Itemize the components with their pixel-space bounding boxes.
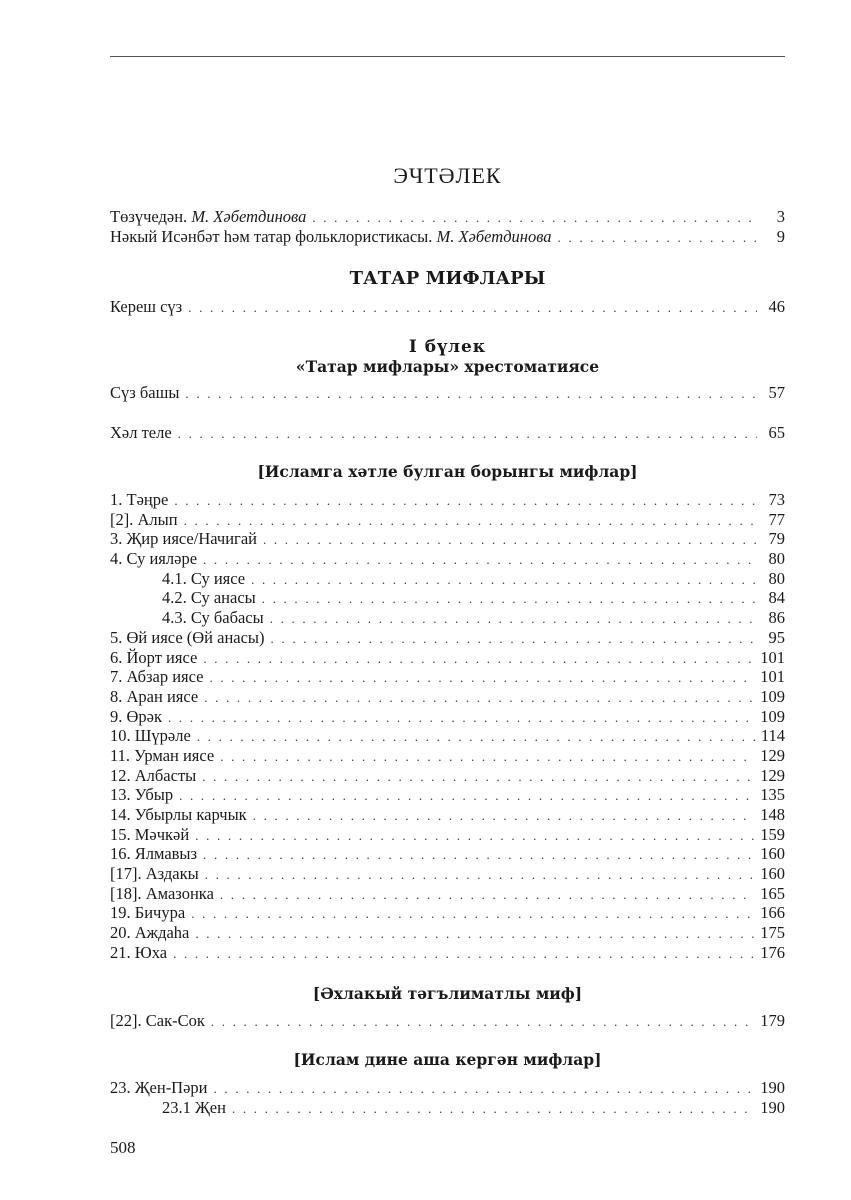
entry-title: 4.2. Су анасы <box>162 588 256 608</box>
entry-title: 4.1. Су иясе <box>162 568 246 588</box>
leader-dots <box>195 826 754 846</box>
toc-entry[interactable] <box>110 383 785 403</box>
entry-title: 15. Мәчкәй <box>110 824 190 844</box>
section-title: ТАТАР МИФЛАРЫ <box>349 268 546 289</box>
toc-entry[interactable] <box>110 207 785 227</box>
leader-dots <box>209 668 754 688</box>
entry-title: 12. Албасты <box>110 765 197 785</box>
entry-title: 7. Абзар иясе <box>110 667 204 687</box>
toc-entry[interactable] <box>110 667 785 687</box>
entry-page: 80 <box>768 549 785 569</box>
entry-page: 109 <box>760 686 785 706</box>
leader-dots <box>188 298 757 318</box>
entry-title: 14. Убырлы карчык <box>110 805 247 824</box>
group2-list <box>110 1011 785 1031</box>
entry-title: [17]. Аздакы <box>110 864 199 884</box>
entry-title: 9. Өрәк <box>110 706 163 726</box>
entry-page: 73 <box>768 490 785 509</box>
toc-entry[interactable] <box>110 825 785 845</box>
leader-dots <box>178 424 757 444</box>
leader-dots <box>185 384 757 404</box>
entry-page: 160 <box>760 844 785 864</box>
khaltele-list <box>110 423 785 443</box>
entry-page: 77 <box>768 509 785 529</box>
leader-dots <box>271 629 757 649</box>
toc-entry[interactable] <box>110 726 785 746</box>
leader-dots <box>191 904 754 924</box>
toc-entry[interactable] <box>110 923 785 943</box>
kereshsuz-list <box>110 297 785 317</box>
header-rule <box>110 56 785 57</box>
entry-title: 16. Ялмавыз <box>110 844 198 864</box>
leader-dots <box>195 924 754 944</box>
entry-page: 129 <box>760 765 785 785</box>
entry-title: 13. Убыр <box>110 785 174 805</box>
toc-entry[interactable] <box>110 1078 785 1098</box>
entry-title: 11. Урман иясе <box>110 745 215 765</box>
group1-list <box>110 490 785 963</box>
leader-dots <box>211 1012 754 1032</box>
toc-entry[interactable] <box>110 529 785 549</box>
entry-title: 10. Шүрәле <box>110 726 191 746</box>
toc-subentry[interactable] <box>110 1098 785 1118</box>
entry-page: 3 <box>776 207 785 226</box>
toc-entry[interactable] <box>110 766 785 786</box>
part-heading <box>110 337 785 377</box>
toc-entry[interactable] <box>110 844 785 864</box>
entry-page: 190 <box>760 1078 785 1097</box>
suzbashy-list <box>110 383 785 403</box>
entry-title: Нәкый Исәнбәт һәм татар фольклористикасы. <box>110 226 433 246</box>
leader-dots <box>203 649 754 669</box>
page-title: ЭЧТӘЛЕК <box>393 163 502 188</box>
leader-dots <box>220 885 754 905</box>
group-heading: [Ислам дине аша кергән мифлар] <box>293 1050 602 1069</box>
group-heading: [Исламга хәтле булган борынгы мифлар] <box>257 462 638 481</box>
leader-dots <box>173 944 754 964</box>
page-number: 508 <box>110 1138 136 1157</box>
entry-title: [2]. Алып <box>110 509 178 529</box>
toc-subentry[interactable] <box>110 569 785 589</box>
entry-title: 5. Өй иясе (Өй анасы) <box>110 627 265 647</box>
entry-title: Төзүчедән. <box>110 207 188 226</box>
toc-entry[interactable] <box>110 648 785 668</box>
entry-page: 129 <box>760 745 785 765</box>
entry-title: 8. Аран иясе <box>110 686 199 706</box>
entry-title: 20. Аждаһа <box>110 923 190 943</box>
leader-dots <box>184 511 757 531</box>
leader-dots <box>204 688 754 708</box>
entry-page: 148 <box>760 805 785 824</box>
part-label: I бүлек <box>408 337 487 357</box>
entry-page: 79 <box>768 529 785 549</box>
leader-dots <box>251 570 757 590</box>
toc-entry[interactable] <box>110 423 785 443</box>
entry-page: 95 <box>768 627 785 647</box>
entry-title: Кереш сүз <box>110 297 183 316</box>
entry-page: 190 <box>760 1097 785 1117</box>
toc-entry[interactable] <box>110 943 785 963</box>
entry-title: 4.3. Су бабасы <box>162 608 264 628</box>
entry-page: 175 <box>760 923 785 943</box>
entry-title: [18]. Амазонка <box>110 883 214 903</box>
entry-page: 160 <box>760 864 785 884</box>
toc-entry[interactable] <box>110 864 785 884</box>
toc-entry[interactable] <box>110 549 785 569</box>
entry-page: 101 <box>760 667 785 687</box>
group3-list <box>110 1078 785 1117</box>
leader-dots <box>270 609 757 629</box>
leader-dots <box>197 727 755 747</box>
toc-entry[interactable] <box>110 628 785 648</box>
toc-entry[interactable] <box>110 227 785 247</box>
group-heading: [Әхлакый тәгълиматлы миф] <box>312 984 583 1003</box>
entry-page: 65 <box>768 423 785 442</box>
entry-title: 4. Су ияләре <box>110 549 198 569</box>
entry-page: 159 <box>760 824 785 844</box>
entry-title: 1. Тәңре <box>110 490 169 509</box>
entry-title: Сүз башы <box>110 383 180 402</box>
toc-entry[interactable] <box>110 884 785 904</box>
leader-dots <box>262 589 757 609</box>
part-subtitle: «Татар мифлары» хрестоматиясе <box>295 357 600 376</box>
leader-dots <box>312 208 757 228</box>
leader-dots <box>179 786 754 806</box>
leader-dots <box>232 1099 754 1119</box>
toc-entry[interactable] <box>110 1011 785 1031</box>
entry-page: 57 <box>768 383 785 402</box>
entry-page: 165 <box>760 883 785 903</box>
leader-dots <box>203 550 757 570</box>
entry-page: 80 <box>768 568 785 588</box>
entry-page: 166 <box>760 903 785 923</box>
leader-dots <box>174 491 757 511</box>
toc-entry[interactable] <box>110 805 785 825</box>
entry-page: 86 <box>768 608 785 628</box>
entry-page: 135 <box>760 785 785 805</box>
entry-title: 19. Бичура <box>110 903 186 923</box>
leader-dots <box>263 530 757 550</box>
leader-dots <box>203 845 754 865</box>
entry-title: 23. Җен-Пәри <box>110 1078 208 1097</box>
entry-title: 21. Юха <box>110 942 168 962</box>
leader-dots <box>168 708 754 728</box>
toc-entry[interactable] <box>110 490 785 510</box>
intro-list <box>110 207 785 246</box>
entry-title: 3. Җир иясе/Начигай <box>110 529 257 549</box>
entry-page: 101 <box>760 647 785 667</box>
toc-entry[interactable] <box>110 746 785 766</box>
entry-title: Хәл теле <box>110 423 172 442</box>
toc-entry[interactable] <box>110 903 785 923</box>
entry-page: 46 <box>768 297 785 316</box>
entry-page: 109 <box>760 706 785 726</box>
entry-page: 9 <box>776 226 785 246</box>
toc-subentry[interactable] <box>110 588 785 608</box>
toc-entry[interactable] <box>110 297 785 317</box>
entry-title: 23.1 Җен <box>162 1097 226 1117</box>
entry-author: М. Хәбетдинова <box>191 207 307 226</box>
entry-title: 6. Йорт иясе <box>110 647 198 667</box>
leader-dots <box>214 1079 755 1099</box>
entry-page: 176 <box>760 942 785 962</box>
toc-entry[interactable] <box>110 785 785 805</box>
toc-entry[interactable] <box>110 510 785 530</box>
entry-page: 114 <box>760 726 785 746</box>
toc-entry[interactable] <box>110 707 785 727</box>
leader-dots <box>220 747 754 767</box>
entry-title: [22]. Сак-Сок <box>110 1011 205 1030</box>
leader-dots <box>253 806 755 826</box>
toc-entry[interactable] <box>110 687 785 707</box>
entry-author: М. Хәбетдинова <box>436 226 552 246</box>
leader-dots <box>202 767 754 787</box>
leader-dots <box>558 228 757 248</box>
entry-page: 84 <box>768 588 785 608</box>
entry-page: 179 <box>760 1011 785 1030</box>
toc-subentry[interactable] <box>110 608 785 628</box>
leader-dots <box>205 865 755 885</box>
